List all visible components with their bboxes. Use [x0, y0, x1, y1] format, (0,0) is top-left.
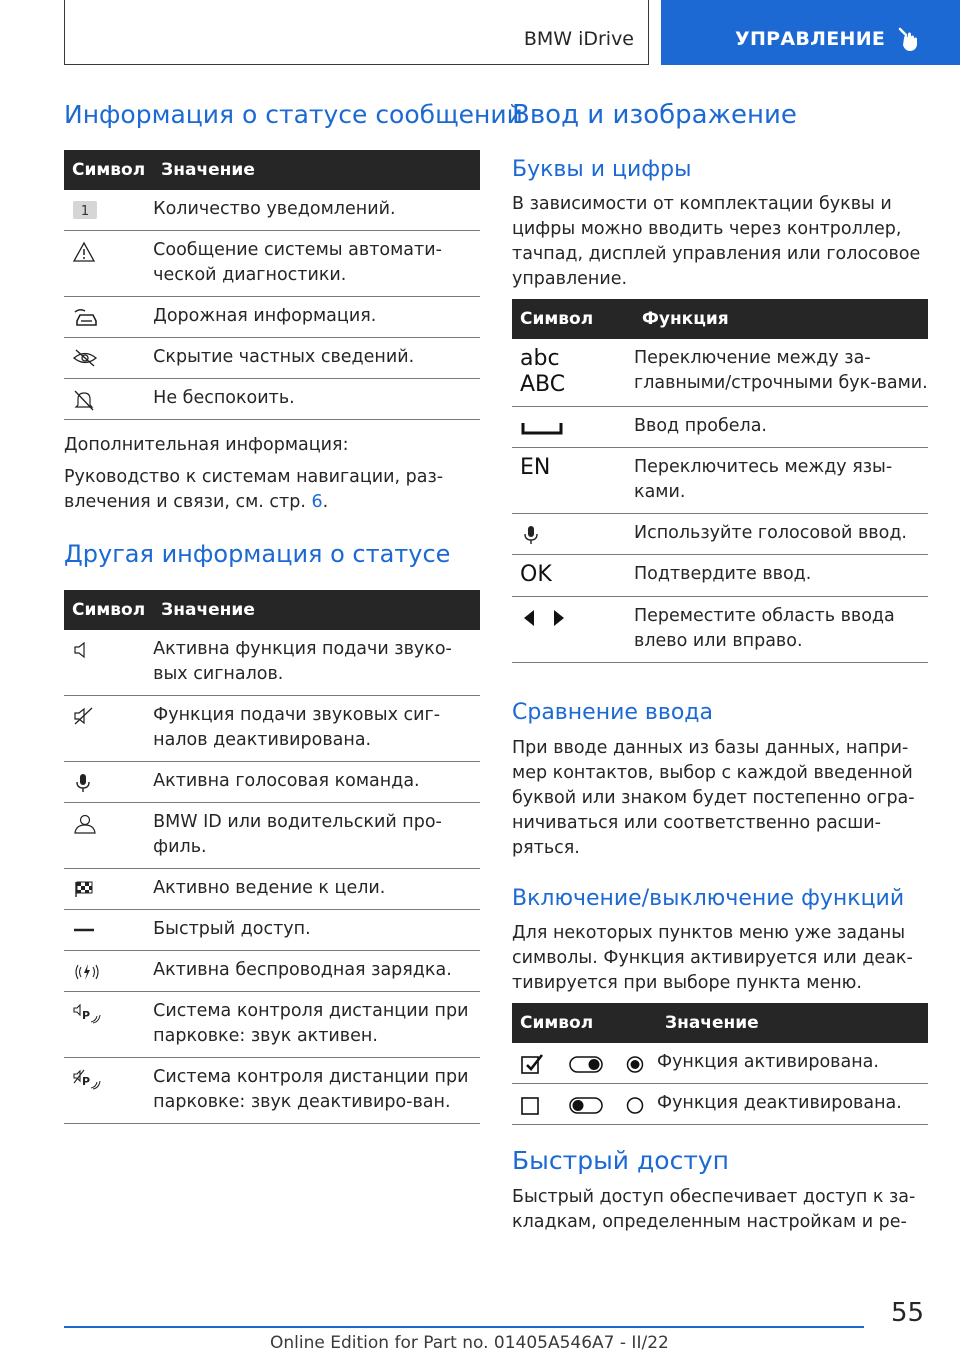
row-text: Подтвердите ввод.: [634, 555, 928, 597]
row-text: Дорожная информация.: [153, 297, 480, 338]
row-text: BMW ID или водительский про-филь.: [153, 803, 480, 869]
status-table: [64, 150, 480, 420]
compare-heading: Сравнение ввода: [512, 700, 713, 725]
count-badge-icon: [72, 200, 98, 220]
table-row: [64, 951, 480, 992]
toggle-on-icon: [570, 1057, 602, 1072]
row-text: Используйте голосовой ввод.: [634, 514, 928, 555]
table-header-row: [64, 590, 480, 630]
microphone-icon: [520, 524, 542, 546]
pdc-sound-on-icon: [72, 1002, 106, 1024]
row-text: Скрытие частных сведений.: [153, 338, 480, 379]
other-status-heading: Другая информация о статусе: [64, 540, 451, 568]
row-text: Сообщение системы автомати-ческой диагностики.: [153, 231, 480, 297]
quick-access-heading: Быстрый доступ: [512, 1146, 730, 1175]
speaker-muted-icon: [72, 706, 96, 726]
compare-paragraph: При вводе данных из базы данных, напри-мер контактов, выбор с каждой введенной буквой или знаком будет постепенно огра-ничиваться или соответственно расши-ряться.: [512, 738, 915, 858]
row-text: Система контроля дистанции при парковке: звук активен.: [153, 992, 480, 1058]
table-row: [64, 190, 480, 231]
row-text: Ввод пробела.: [634, 407, 928, 448]
svg-text:1: 1: [80, 204, 90, 219]
table-row: [64, 379, 480, 420]
user-profile-icon: [72, 813, 98, 835]
active-state-icons: [520, 1053, 650, 1075]
table-row: [64, 338, 480, 379]
table-header-row: [512, 1003, 928, 1043]
table-header-row: [512, 299, 928, 339]
case-toggle-symbol-upper: ABC: [520, 372, 566, 397]
table-row: [512, 339, 928, 407]
table-row: [512, 407, 928, 448]
row-text: Активна беспроводная зарядка.: [153, 951, 480, 992]
row-text: Функция активирована.: [657, 1043, 928, 1084]
header-title-box: [64, 0, 649, 65]
table-row: [64, 630, 480, 696]
checkbox-checked-icon: [522, 1055, 542, 1073]
table-header-row: [64, 150, 480, 190]
footer-edition: Online Edition for Part no. 01405A546A7 - II/22: [270, 1333, 669, 1353]
checkered-flag-icon: [72, 879, 96, 899]
page-number: 55: [891, 1298, 925, 1328]
row-text: Быстрый доступ.: [153, 910, 480, 951]
toggle-table: [512, 1003, 928, 1125]
row-text: Функция деактивирована.: [657, 1084, 928, 1125]
col-function: Функция: [634, 299, 928, 339]
row-text: Не беспокоить.: [153, 379, 480, 420]
inactive-state-icons: [520, 1094, 650, 1116]
table-row: [64, 762, 480, 803]
table-row: [64, 1058, 480, 1124]
speaker-icon: [72, 640, 96, 660]
function-table: [512, 299, 928, 663]
col-meaning: Значение: [657, 1003, 928, 1043]
microphone-icon: [72, 772, 94, 794]
checkbox-empty-icon: [522, 1098, 538, 1114]
case-toggle-symbol-lower: abc: [520, 346, 560, 371]
letters-paragraph: В зависимости от комплектации буквы и цифры можно вводить через контроллер, тачпад, дисплей управления или голосовое управление.: [512, 194, 921, 289]
eye-hidden-icon: [72, 348, 98, 368]
page-link[interactable]: 6: [311, 492, 323, 512]
table-row: [512, 1043, 928, 1084]
table-row: [64, 696, 480, 762]
table-row: [64, 297, 480, 338]
footer-divider: [64, 1326, 864, 1328]
col-symbol: Символ: [64, 150, 153, 190]
row-text: Переключитесь между язы-ками.: [634, 448, 928, 514]
col-symbol: Символ: [512, 1003, 657, 1043]
table-row: [64, 231, 480, 297]
language-symbol: EN: [520, 455, 551, 480]
warning-triangle-icon: [72, 241, 96, 263]
traffic-info-car-icon: [72, 307, 100, 327]
radio-on-icon: [628, 1057, 643, 1072]
header-title: BMW iDrive: [523, 28, 634, 50]
quick-access-paragraph: Быстрый доступ обеспечивает доступ к за-кладкам, определенным настройкам и ре-: [512, 1187, 916, 1232]
table-row: [64, 910, 480, 951]
table-row: [64, 803, 480, 869]
input-heading: Ввод и изображение: [512, 100, 797, 130]
wireless-charging-icon: [72, 961, 102, 983]
row-text: Система контроля дистанции при парковке: звук деактивиро-ван.: [153, 1058, 480, 1124]
pdc-sound-off-icon: [72, 1068, 106, 1090]
do-not-disturb-icon: [72, 389, 96, 411]
touch-hand-icon: [897, 26, 921, 52]
extra-info-text: Руководство к системам навигации, раз-влечения и связи, см. стр. 6.: [64, 467, 444, 512]
toggle-off-icon: [570, 1098, 602, 1113]
row-text: Активна функция подачи звуко-вых сигналов.: [153, 630, 480, 696]
col-symbol: Символ: [512, 299, 634, 339]
col-meaning: Значение: [153, 590, 480, 630]
other-status-table: [64, 590, 480, 1124]
status-heading: Информация о статусе сообщений: [64, 100, 523, 129]
table-row: [512, 555, 928, 597]
toggle-paragraph: Для некоторых пунктов меню уже заданы символы. Функция активируется или деак-тивируется при выборе пункта меню.: [512, 923, 913, 993]
svg-text:P: P: [82, 1075, 91, 1088]
row-text: Количество уведомлений.: [153, 190, 480, 231]
section-tab-label: УПРАВЛЕНИЕ: [735, 28, 886, 50]
row-text: Функция подачи звуковых сиг-налов деактивирована.: [153, 696, 480, 762]
row-text: Активно ведение к цели.: [153, 869, 480, 910]
table-row: [512, 514, 928, 555]
confirm-symbol: OK: [520, 562, 552, 587]
row-text: Переместите область ввода влево или вправо.: [634, 597, 928, 663]
toggle-heading: Включение/выключение функций: [512, 886, 905, 911]
space-bar-icon: [520, 417, 564, 439]
table-row: [64, 869, 480, 910]
col-meaning: Значение: [153, 150, 480, 190]
arrow-left-right-icon: [520, 607, 570, 629]
radio-off-icon: [628, 1098, 643, 1113]
row-text: Активна голосовая команда.: [153, 762, 480, 803]
row-text: Переключение между за-главными/строчными бук-вами.: [634, 339, 928, 407]
table-row: [512, 448, 928, 514]
col-symbol: Символ: [64, 590, 153, 630]
dash-icon: [72, 920, 98, 940]
table-row: [512, 597, 928, 663]
table-row: [64, 992, 480, 1058]
extra-info-label: Дополнительная информация:: [64, 435, 349, 455]
letters-heading: Буквы и цифры: [512, 157, 692, 182]
svg-text:P: P: [82, 1009, 91, 1022]
table-row: [512, 1084, 928, 1125]
